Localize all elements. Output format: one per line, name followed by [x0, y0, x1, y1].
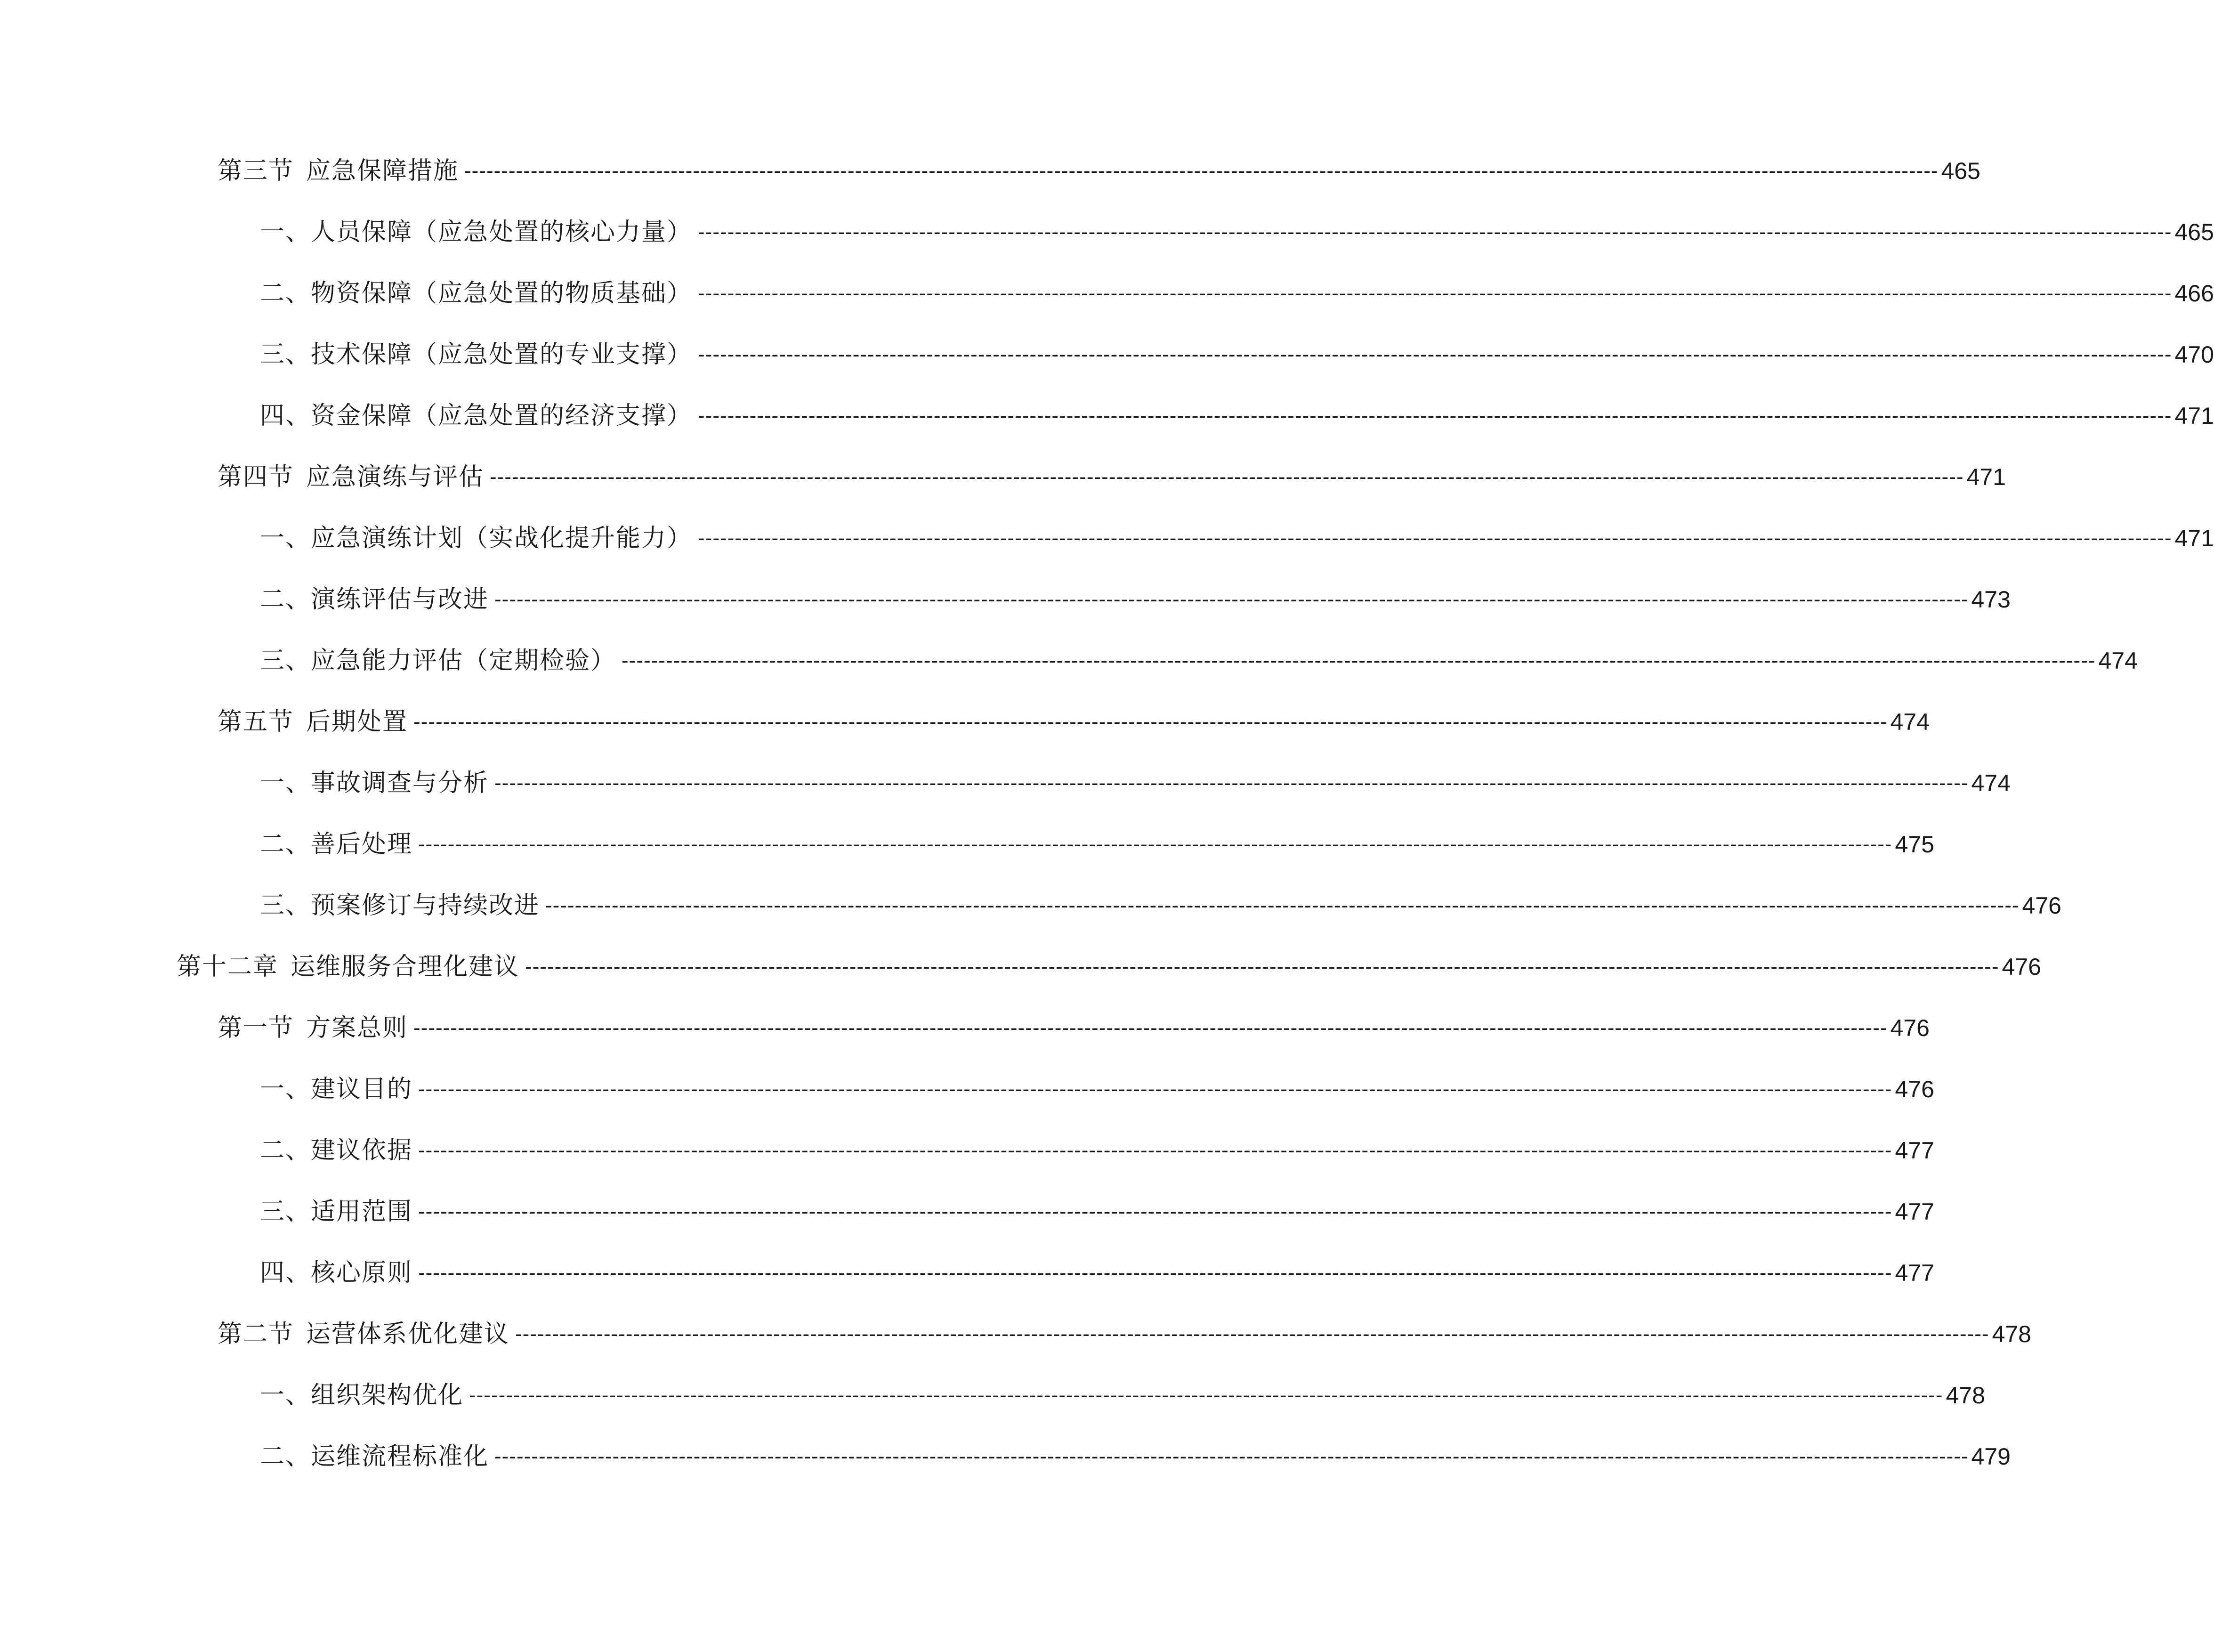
- toc-entry-page-number: 476: [2002, 954, 2041, 980]
- toc-entry-number: 第三节: [218, 157, 294, 185]
- toc-entry-subsection[interactable]: [260, 764, 2011, 802]
- toc-entry-label: [260, 642, 616, 680]
- toc-entry-label: [218, 1315, 509, 1353]
- toc-entry-subsection[interactable]: [260, 826, 1934, 863]
- toc-entry-label: [260, 336, 692, 373]
- toc-entry-label: [218, 1009, 408, 1047]
- toc-entry-title: 物资保障（应急处置的物质基础）: [311, 279, 693, 308]
- toc-entry-page-number: 466: [2174, 280, 2214, 307]
- toc-entry-subsection[interactable]: [260, 1254, 1934, 1292]
- toc-entry-label: [260, 275, 692, 312]
- toc-entry-title: 技术保障（应急处置的专业支撑）: [311, 340, 693, 369]
- toc-dot-leader: --------------------------------------------------------------------------------------------------------------------------------------------------------------------------------------------------------: [418, 833, 1892, 856]
- toc-entry-section[interactable]: [218, 1009, 1930, 1047]
- toc-entry-subsection[interactable]: [260, 519, 2214, 557]
- toc-dot-leader: --------------------------------------------------------------------------------------------------------------------------------------------------------------------------------------------------------: [494, 771, 1969, 794]
- toc-entry-page-number: 475: [1895, 831, 1934, 858]
- toc-entry-label: [260, 519, 692, 557]
- toc-entry-title: 建议目的: [311, 1075, 413, 1103]
- toc-entry-subsection[interactable]: [260, 642, 2138, 680]
- toc-entry-number: 二、: [260, 279, 311, 308]
- toc-entry-number: 二、: [260, 585, 311, 614]
- toc-entry-title: 应急演练计划（实战化提升能力）: [311, 524, 693, 552]
- toc-entry-page-number: 478: [1992, 1321, 2031, 1347]
- toc-entry-subsection[interactable]: [260, 1377, 1985, 1414]
- toc-dot-leader: --------------------------------------------------------------------------------------------------------------------------------------------------------------------------------------------------------: [494, 1445, 1969, 1468]
- toc-entry-chapter[interactable]: [177, 948, 2041, 986]
- toc-entry-title: 演练评估与改进: [311, 585, 489, 614]
- toc-entry-page-number: 477: [1895, 1199, 1934, 1225]
- toc-entry-title: 预案修订与持续改进: [311, 891, 540, 920]
- toc-dot-leader: --------------------------------------------------------------------------------------------------------------------------------------------------------------------------------------------------------: [545, 894, 2020, 917]
- toc-dot-leader: --------------------------------------------------------------------------------------------------------------------------------------------------------------------------------------------------------: [515, 1322, 1989, 1345]
- toc-entry-title: 核心原则: [311, 1259, 413, 1287]
- toc-entry-number: 第一节: [218, 1014, 294, 1042]
- toc-entry-label: [260, 764, 489, 802]
- toc-entry-page-number: 465: [2174, 219, 2214, 245]
- toc-entry-title: 运维流程标准化: [311, 1442, 489, 1471]
- toc-dot-leader: --------------------------------------------------------------------------------------------------------------------------------------------------------------------------------------------------------: [490, 465, 1964, 488]
- toc-entry-section[interactable]: [218, 458, 2006, 496]
- toc-dot-leader: --------------------------------------------------------------------------------------------------------------------------------------------------------------------------------------------------------: [698, 282, 2172, 305]
- toc-dot-leader: --------------------------------------------------------------------------------------------------------------------------------------------------------------------------------------------------------: [413, 1016, 1888, 1039]
- toc-dot-leader: --------------------------------------------------------------------------------------------------------------------------------------------------------------------------------------------------------: [525, 955, 1999, 978]
- toc-entry-subsection[interactable]: [260, 1132, 1934, 1169]
- toc-entry-subsection[interactable]: [260, 1193, 1934, 1231]
- toc-entry-page-number: 471: [2174, 403, 2214, 429]
- toc-entry-label: [260, 1070, 412, 1108]
- toc-entry-title: 应急演练与评估: [306, 463, 485, 491]
- toc-entry-subsection[interactable]: [260, 1070, 1934, 1108]
- toc-entry-label: [260, 397, 692, 435]
- toc-entry-number: 一、: [260, 218, 311, 246]
- toc-entry-page-number: 476: [1890, 1015, 1930, 1041]
- toc-dot-leader: --------------------------------------------------------------------------------------------------------------------------------------------------------------------------------------------------------: [413, 710, 1888, 733]
- toc-entry-page-number: 473: [1971, 586, 2011, 613]
- toc-entry-page-number: 478: [1946, 1382, 1985, 1409]
- toc-entry-page-number: 479: [1971, 1443, 2011, 1470]
- toc-dot-leader: --------------------------------------------------------------------------------------------------------------------------------------------------------------------------------------------------------: [418, 1200, 1892, 1223]
- toc-entry-page-number: 465: [1941, 158, 1980, 184]
- toc-entry-page-number: 474: [1971, 770, 2011, 796]
- toc-entry-number: 第五节: [218, 708, 294, 736]
- toc-entry-number: 二、: [260, 830, 311, 858]
- toc-entry-number: 三、: [260, 647, 311, 675]
- toc-entry-title: 应急能力评估（定期检验）: [311, 647, 616, 675]
- toc-entry-label: [260, 1438, 489, 1475]
- toc-entry-number: 第十二章: [177, 953, 279, 981]
- toc-entry-title: 建议依据: [311, 1136, 413, 1165]
- toc-entry-label: [260, 1254, 412, 1292]
- toc-entry-section[interactable]: [218, 152, 1980, 190]
- toc-entry-number: 三、: [260, 340, 311, 369]
- toc-entry-page-number: 477: [1895, 1137, 1934, 1164]
- toc-dot-leader: --------------------------------------------------------------------------------------------------------------------------------------------------------------------------------------------------------: [469, 1384, 1943, 1407]
- toc-entry-page-number: 471: [2174, 525, 2214, 551]
- toc-entry-section[interactable]: [218, 703, 1930, 741]
- toc-entry-number: 第二节: [218, 1320, 294, 1348]
- toc-dot-leader: --------------------------------------------------------------------------------------------------------------------------------------------------------------------------------------------------------: [464, 159, 1939, 182]
- toc-entry-label: [260, 581, 489, 618]
- toc-entry-number: 二、: [260, 1442, 311, 1471]
- toc-dot-leader: --------------------------------------------------------------------------------------------------------------------------------------------------------------------------------------------------------: [698, 343, 2172, 366]
- toc-entry-title: 组织架构优化: [311, 1381, 464, 1409]
- toc-entry-page-number: 476: [1895, 1076, 1934, 1102]
- toc-entry-label: [260, 1193, 412, 1231]
- toc-entry-title: 人员保障（应急处置的核心力量）: [311, 218, 693, 246]
- toc-entry-label: [260, 1377, 463, 1414]
- toc-entry-title: 运维服务合理化建议: [291, 953, 520, 981]
- toc-entry-title: 运营体系优化建议: [306, 1320, 510, 1348]
- toc-entry-number: 一、: [260, 524, 311, 552]
- toc-entry-label: [218, 703, 408, 741]
- toc-dot-leader: --------------------------------------------------------------------------------------------------------------------------------------------------------------------------------------------------------: [622, 649, 2096, 672]
- toc-entry-label: [218, 152, 459, 190]
- toc-dot-leader: --------------------------------------------------------------------------------------------------------------------------------------------------------------------------------------------------------: [418, 1261, 1892, 1284]
- toc-entry-number: 一、: [260, 1075, 311, 1103]
- toc-entry-page-number: 470: [2174, 341, 2214, 368]
- toc-entry-title: 善后处理: [311, 830, 413, 858]
- toc-entry-page-number: 477: [1895, 1260, 1934, 1286]
- toc-entry-number: 一、: [260, 1381, 311, 1409]
- toc-entry-number: 三、: [260, 1198, 311, 1226]
- toc-entry-number: 四、: [260, 1259, 311, 1287]
- toc-dot-leader: --------------------------------------------------------------------------------------------------------------------------------------------------------------------------------------------------------: [698, 220, 2172, 243]
- toc-entry-number: 三、: [260, 891, 311, 920]
- toc-entry-title: 应急保障措施: [306, 157, 459, 185]
- toc-entry-label: [260, 826, 412, 863]
- toc-entry-section[interactable]: [218, 1315, 2031, 1353]
- toc-entry-label: [260, 1132, 412, 1169]
- toc-entry-title: 方案总则: [306, 1014, 408, 1042]
- toc-dot-leader: --------------------------------------------------------------------------------------------------------------------------------------------------------------------------------------------------------: [698, 526, 2172, 550]
- toc-entry-page-number: 471: [1966, 464, 2006, 490]
- toc-entry-subsection[interactable]: [260, 397, 2214, 435]
- toc-entry-label: [260, 213, 692, 251]
- toc-entry-label: [218, 458, 484, 496]
- toc-dot-leader: --------------------------------------------------------------------------------------------------------------------------------------------------------------------------------------------------------: [418, 1139, 1892, 1162]
- toc-entry-subsection[interactable]: [260, 336, 2214, 373]
- toc-dot-leader: --------------------------------------------------------------------------------------------------------------------------------------------------------------------------------------------------------: [698, 404, 2172, 427]
- toc-entry-title: 事故调查与分析: [311, 769, 489, 797]
- toc-entry-number: 一、: [260, 769, 311, 797]
- toc-entry-number: 第四节: [218, 463, 294, 491]
- toc-entry-label: [260, 887, 540, 924]
- toc-entry-subsection[interactable]: [260, 213, 2214, 251]
- toc-entry-label: [177, 948, 519, 986]
- toc-entry-subsection[interactable]: [260, 887, 2061, 924]
- toc-entry-title: 适用范围: [311, 1198, 413, 1226]
- toc-dot-leader: --------------------------------------------------------------------------------------------------------------------------------------------------------------------------------------------------------: [418, 1077, 1892, 1101]
- toc-entry-page-number: 476: [2022, 892, 2061, 919]
- toc-entry-subsection[interactable]: [260, 275, 2214, 312]
- toc-entry-subsection[interactable]: [260, 1438, 2011, 1475]
- toc-entry-page-number: 474: [2098, 648, 2138, 674]
- toc-entry-subsection[interactable]: [260, 581, 2011, 618]
- toc-entry-page-number: 474: [1890, 709, 1930, 735]
- toc-entry-number: 二、: [260, 1136, 311, 1165]
- toc-dot-leader: --------------------------------------------------------------------------------------------------------------------------------------------------------------------------------------------------------: [494, 588, 1969, 611]
- toc-entry-title: 后期处置: [306, 708, 408, 736]
- toc-entry-number: 四、: [260, 402, 311, 430]
- toc-entry-title: 资金保障（应急处置的经济支撑）: [311, 402, 693, 430]
